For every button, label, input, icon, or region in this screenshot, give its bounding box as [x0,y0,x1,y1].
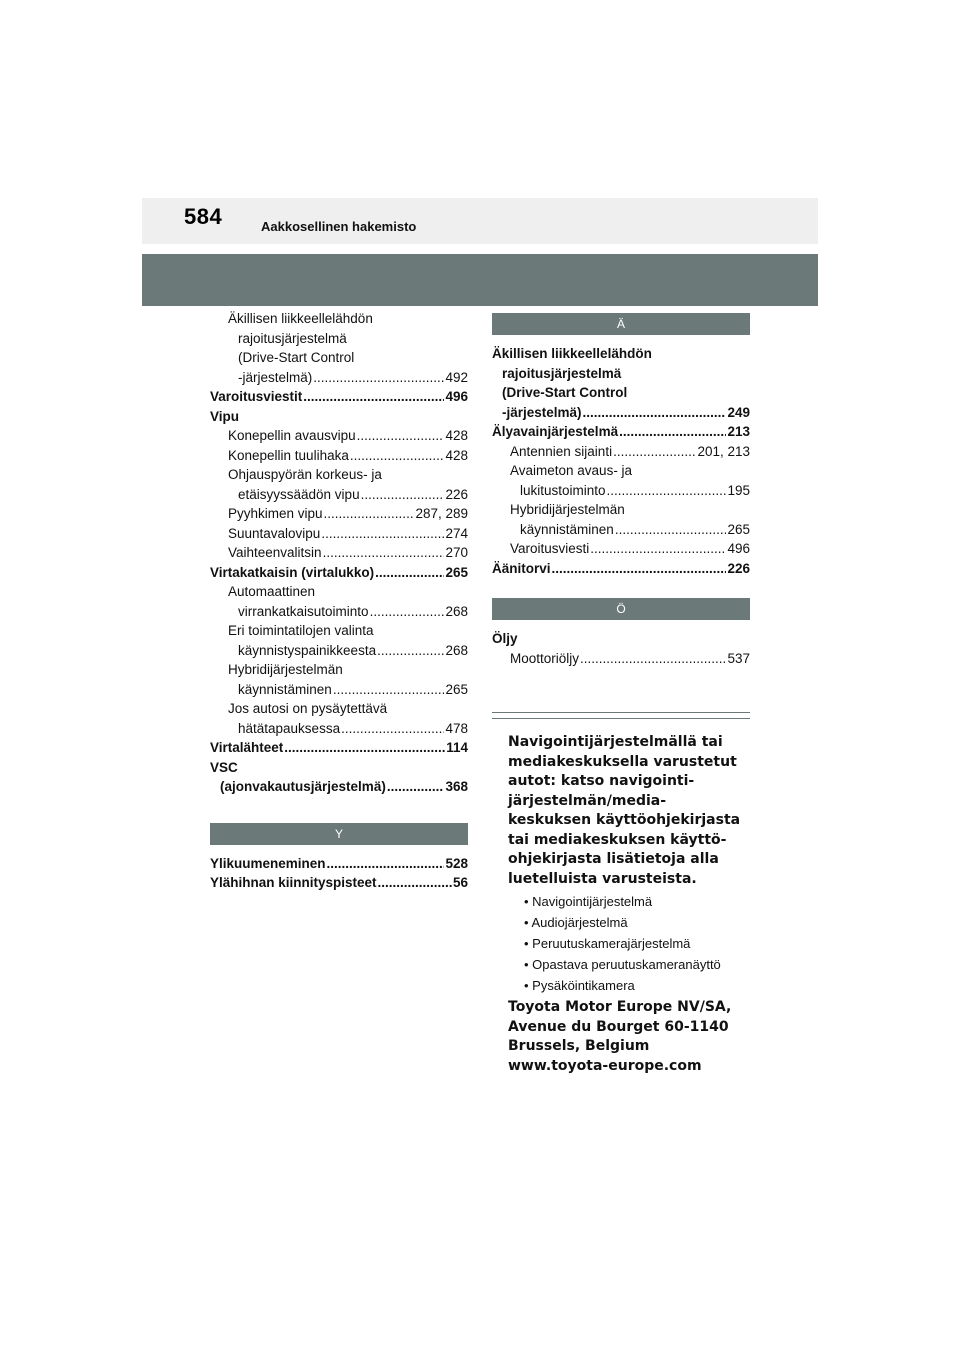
index-entry [492,461,750,500]
list-item: • Opastava peruutuskameranäyttö [524,954,750,975]
notice-heading-line: keskuksen käyttöohjekirjasta [508,812,741,828]
index-entry [492,422,750,442]
address-line: Avenue du Bourget 60-1140 [508,1018,729,1035]
dot-leader [333,680,445,700]
index-entry-text: Virtalähteet [210,740,284,755]
dot-leader [341,719,444,739]
index-entry-text: rajoitusjärjestelmä [238,330,347,346]
index-entry-line [210,543,468,563]
index-entry-text: Avaimeton avaus- ja [510,463,633,478]
index-entry-line [492,422,750,442]
dot-leader [377,641,444,661]
index-entry-text: VSC [210,759,238,775]
index-entry [492,649,750,669]
index-entry-text: Äkillisen liikkeellelähdön [492,346,652,361]
page-reference[interactable]: 265 [727,521,750,537]
index-entry-line [210,602,468,622]
list-item: • Navigointijärjestelmä [524,891,750,912]
index-entry [492,500,750,539]
index-entry-text: Äkillisen liikkeellelähdön [228,311,373,326]
page-reference[interactable]: 268 [445,603,468,619]
address-line: Toyota Motor Europe NV/SA, [508,999,732,1015]
page-reference[interactable]: 265 [445,681,468,697]
index-entry-text: Automaattinen [228,584,316,599]
index-entry-line [210,387,468,407]
page-reference[interactable]: 492 [445,369,468,385]
index-entry-line [210,873,468,893]
index-entry [210,465,468,504]
dot-leader [607,481,727,501]
list-item: • Pysäköintikamera [524,975,750,996]
index-entry-line [492,520,750,540]
index-entry [210,524,468,544]
dot-leader [375,563,444,583]
section-heading-ae: Ä [492,313,750,335]
index-entry [210,426,468,446]
dot-leader [350,446,445,466]
dot-leader [324,504,415,524]
page-reference[interactable]: 537 [727,650,750,666]
index-entries-ae [492,344,750,578]
page-reference[interactable]: 274 [445,525,468,541]
index-entry-line [492,649,750,669]
index-entry [210,758,468,797]
index-entry-text: Öljy [492,631,518,646]
index-entry [210,563,468,583]
page-number: 584 [184,204,223,229]
index-entry-text: Ylikuumeneminen [210,855,326,871]
dot-leader [321,524,444,544]
notice-heading-line: mediakeskuksella varustetut [508,753,737,770]
index-entry [210,504,468,524]
index-entries-left [210,309,468,797]
index-entry-line [492,481,750,501]
dot-leader [323,543,445,563]
page-header [142,198,818,244]
index-entry [210,621,468,660]
dot-leader [313,368,444,388]
notice-heading [508,733,750,889]
page-reference[interactable]: 287, 289 [415,506,468,521]
index-entry-line [210,504,468,524]
dot-leader [580,649,726,669]
page-reference[interactable]: 195 [727,482,750,498]
page-reference[interactable]: 56 [452,875,468,890]
dot-leader [387,777,445,797]
page-reference[interactable]: 249 [727,404,750,420]
page-reference[interactable]: 428 [445,428,468,443]
index-entry-line [210,719,468,739]
index-entry-text: Jos autosi on pysäytettävä [228,701,388,716]
index-entry-text: Eri toimintatilojen valinta [228,623,374,638]
index-entry-line [210,777,468,797]
index-entry-text: Antennien sijainti [510,443,613,459]
index-entry-text: Konepellin tuulihaka [228,447,349,463]
notice-address [508,998,750,1076]
index-entries-oe [492,629,750,668]
index-entry-text: Virtakatkaisin (virtalukko) [210,564,375,580]
index-entry [210,582,468,621]
index-entry [210,309,468,387]
notice-heading-line: ohjekirjasta lisätietoja alla [508,851,719,867]
page-reference[interactable]: 213 [727,424,750,439]
index-entry-text: Moottoriöljy [510,650,580,666]
address-line: Brussels, Belgium [508,1038,650,1054]
index-entry-line [210,485,468,505]
index-entries-y [210,854,468,893]
page-reference[interactable]: 226 [727,560,750,576]
index-column-left [210,309,468,893]
page-reference[interactable]: 368 [445,779,468,794]
section-heading-oe: Ö [492,598,750,620]
index-entry-text: Hybridijärjestelmän [228,662,343,677]
page-reference[interactable]: 265 [445,564,468,580]
index-entry-text: virrankatkaisutoiminto [238,603,369,619]
page-reference[interactable]: 201, 213 [697,443,750,459]
index-entry-line [210,563,468,583]
index-entry-text: Vaihteenvalitsin [228,545,322,560]
index-entry [210,660,468,699]
index-entry-text: Älyavainjärjestelmä [492,424,619,439]
index-entry [210,543,468,563]
index-entry [210,446,468,466]
dot-leader [613,442,696,462]
notice-list [508,891,750,996]
dot-leader [378,873,452,893]
index-entry [210,407,468,427]
index-entry-line [210,446,468,466]
index-entry-line [210,524,468,544]
index-column-right [492,309,750,1076]
index-entry-text: rajoitusjärjestelmä [502,365,622,381]
index-entry-line [210,854,468,874]
index-entry-text: Ohjauspyörän korkeus- ja [228,467,382,482]
page-reference[interactable]: 496 [445,389,468,404]
index-entry-text: käynnistyspainikkeesta [238,642,377,658]
notice-heading-line: Navigointijärjestelmällä tai [508,734,723,750]
index-entry [492,539,750,559]
dot-leader [303,387,444,407]
list-item: • Audiojärjestelmä [524,912,750,933]
notice-heading-line: autot: katso navigointi- [508,773,695,789]
index-entry-text: Varoitusviesti [510,541,590,556]
section-divider [492,712,750,719]
index-entry-text: -järjestelmä) [502,404,582,420]
index-entry-text: Suuntavalovipu [228,525,321,541]
dot-leader [327,854,445,874]
page-reference[interactable]: 270 [445,545,468,560]
index-entry [210,854,468,874]
dot-leader [590,539,726,559]
notice-heading-line: järjestelmän/media- [508,792,667,809]
dot-leader [615,520,727,540]
index-entry [210,699,468,738]
navigation-notice [492,733,750,1076]
index-entry-text: hätätapauksessa [238,720,341,736]
index-entry [492,629,750,649]
page-reference[interactable]: 428 [445,447,468,463]
index-entry-line [210,426,468,446]
address-line: www.toyota-europe.com [508,1057,702,1074]
index-entry-line [210,641,468,661]
index-entry-line [210,368,468,388]
dot-leader [583,403,727,423]
index-entry-text: käynnistäminen [520,521,614,537]
index-entry-line [210,738,468,758]
notice-heading-line: luetelluista varusteista. [508,870,697,887]
dot-leader [357,426,445,446]
section-heading-y: Y [210,823,468,845]
index-entry-text: (ajonvakautusjärjestelmä) [220,779,386,794]
index-entry-text: Konepellin avausvipu [228,428,356,443]
page-reference[interactable]: 496 [727,541,750,556]
dot-leader [370,602,445,622]
index-entry-line [210,680,468,700]
page-reference[interactable]: 226 [445,486,468,502]
index-entry-line [492,403,750,423]
page-reference[interactable]: 268 [445,642,468,658]
page-reference[interactable]: 114 [446,740,468,755]
dot-leader [619,422,726,442]
index-entry-text: Ylähihnan kiinnityspisteet [210,875,377,890]
index-entry [210,738,468,758]
dot-leader [284,738,445,758]
index-entry-line [492,559,750,579]
index-entry-line [492,442,750,462]
list-item: • Peruutuskamerajärjestelmä [524,933,750,954]
index-entry-text: Hybridijärjestelmän [510,502,625,517]
page-reference[interactable]: 528 [445,855,468,871]
index-entry [210,387,468,407]
index-entry-text: lukitustoiminto [520,482,606,498]
index-entry [492,344,750,422]
dot-leader [361,485,445,505]
index-entry-text: Vipu [210,408,240,424]
page-reference[interactable]: 478 [445,720,468,736]
page-title: Aakkosellinen hakemisto [261,219,417,234]
dot-leader [552,559,727,579]
index-entry-text: (Drive-Start Control [238,350,355,365]
index-entry [492,442,750,462]
index-entry-text: käynnistäminen [238,681,332,697]
notice-heading-line: tai mediakeskuksen käyttö- [508,831,727,848]
index-entry-text: -järjestelmä) [238,369,313,385]
index-entry-text: Varoitusviestit [210,389,303,404]
index-entry-text: etäisyyssäädön vipu [238,486,360,502]
index-entry [492,559,750,579]
index-entry [210,873,468,893]
index-entry-text: (Drive-Start Control [502,385,628,400]
index-entry-text: Äänitorvi [492,560,551,576]
header-band [142,254,818,306]
index-entry-text: Pyyhkimen vipu [228,506,323,521]
index-entry-line [492,539,750,559]
